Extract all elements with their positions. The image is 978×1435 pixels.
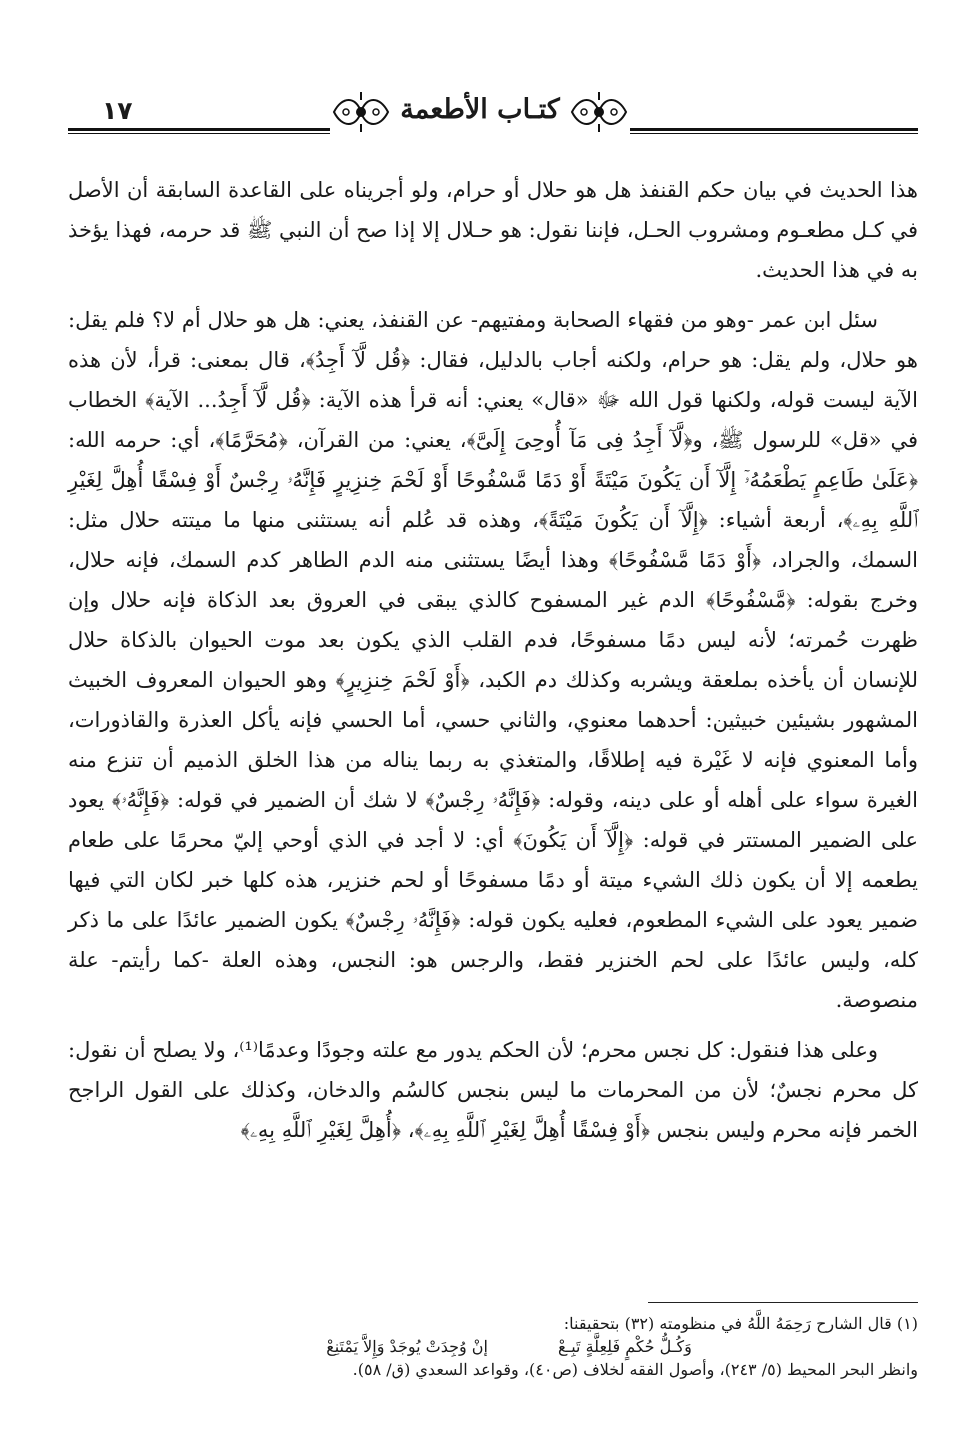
ornament-left-icon [330,90,392,134]
main-text [68,170,918,1150]
footnote-references: وانظر البحر المحيط (٥/ ٢٤٣)، وأصول الفقه لخلاف (ص٤٠)، وقواعد السعدي (ق/ ٥٨). [352,1360,918,1379]
paragraph: هذا الحديث في بيان حكم القنفذ هل هو حلال أو حرام، ولو أجريناه على القاعدة السابقة أن الأصل في كـل مطعـوم ومشروب الحـل، فإننا نقول: هو حـلال إلا إذا صح أن النبي ﷺ قد حرمه، فهذا يؤخذ به في هذا الحديث. [68,178,918,282]
header-title-block [330,88,630,138]
running-header [68,88,918,144]
verse-second-hemistich: إنْ وُجِدَتْ يُوجَدْ وَإِلاَّ يَمْتَنِعْ [326,1337,488,1356]
verse-first-hemistich: وَكُـلُّ حُكْمٍ فَلِعِلَّةٍ تَبِـعْ [558,1337,692,1356]
chapter-title: كتـاب الأطعمة [400,94,560,125]
ornament-right-icon [568,90,630,134]
paragraph: سئل ابن عمر -وهو من فقهاء الصحابة ومفتيهم- عن القنفذ، يعني: هل هو حلال أم لا؟ فلم يقل: هو حلال، ولم يقل: هو حرام، ولكنه أجاب بالدليل، فقال: ﴿قُل لَّآ أَجِدُ﴾، قال بمعنى: قرأ، لأن هذه الآية ليست قوله، ولكنها قول الله ﷻ «قال» يعني: أنه قرأ هذه الآية: ﴿قُل لَّآ أَجِدُ... الآية﴾ الخطاب في «قل» للرسول ﷺ، و﴿لَّآ أَجِدُ فِى مَآ أُوحِىَ إِلَىَّ﴾، يعني: من القرآن، ﴿مُحَرَّمًا﴾، أي: حرمه الله: ﴿عَلَىٰ طَاعِمٍ يَطْعَمُهُۥٓ إِلَّآ أَن يَكُونَ مَيْتَةً أَوْ دَمًا مَّسْفُوحًا أَوْ لَحْمَ خِنزِيرٍ فَإِنَّهُۥ رِجْسٌ أَوْ فِسْقًا أُهِلَّ لِغَيْرِ ٱللَّهِ بِهِۦ﴾، أربعة أشياء: ﴿إِلَّآ أَن يَكُونَ مَيْتَةً﴾، وهذه قد عُلم أنه يستثنى منها ما ميتته حلال مثل: السمك، والجراد، ﴿أَوْ دَمًا مَّسْفُوحًا﴾ وهذا أيضًا يستثنى منه الدم الطاهر كدم السمك، فإنه حلال، وخرج بقوله: ﴿مَّسْفُوحًا﴾ الدم غير المسفوح كالذي يبقى في العروق بعد الذكاة فإنه حلال وإن ظهرت حُمرته؛ لأنه ليس دمًا مسفوحًا، فدم القلب الذي يكون بعد موت الحيوان بالذكاة حلال للإنسان أن يأخذه بملعقة ويشربه وكذلك دم الكبد، ﴿أَوْ لَحْمَ خِنزِيرٍ﴾ وهو الحيوان المعروف الخبيث المشهور بشيئين خبيثين: أحدهما معنوي، والثاني حسي، أما الحسي فإنه يأكل العذرة والقاذورات، وأما المعنوي فإنه لا غَيْرة فيه إطلاقًا، والمتغذي به ربما يناله من هذا الخلق الذميم أن تنزع منه الغيرة سواء على أهله أو على دينه، وقوله: ﴿فَإِنَّهُۥ رِجْسٌ﴾ لا شك أن الضمير في قوله: ﴿فَإِنَّهُۥ﴾ يعود على الضمير المستتر في قوله: ﴿إِلَّآ أَن يَكُونَ﴾ أي: لا أجد في الذي أوحي إليّ محرمًا على طعام يطعمه إلا أن يكون ذلك الشيء ميتة أو دمًا مسفوحًا أو لحم خنزير، هذه كلها خبر لكان التي فيها ضمير يعود على الشيء المطعوم، فعليه يكون قوله: ﴿فَإِنَّهُۥ رِجْسٌ﴾ يكون الضمير عائدًا على ما ذكر كله، وليس عائدًا على لحم الخنزير فقط، والرجس هو: النجس، وهذه العلة -كما رأيتم- علة منصوصة. [68,308,918,1012]
footnote-separator [648,1302,918,1303]
footnote-intro: (١) قال الشارح رَحِمَهُ اللَّهُ في منظومته (٣٢) بتحقيقنا: [563,1314,918,1333]
paragraph: وعلى هذا فنقول: كل نجس محرم؛ لأن الحكم يدور مع علته وجودًا وعدمًا⁽¹⁾، ولا يصلح أن نقول: كل محرم نجسٌ؛ لأن من المحرمات ما ليس بنجس كالسُم والدخان، وكذلك على القول الراجح الخمر فإنه محرم وليس بنجس ﴿أَوْ فِسْقًا أُهِلَّ لِغَيْرِ ٱللَّهِ بِهِۦ﴾، ﴿أُهِلَّ لِغَيْرِ ٱللَّهِ بِهِۦ﴾ [68,1038,918,1142]
footnote [100,1312,918,1381]
footnote-verse [100,1335,918,1358]
page-number: ١٧ [96,96,139,125]
